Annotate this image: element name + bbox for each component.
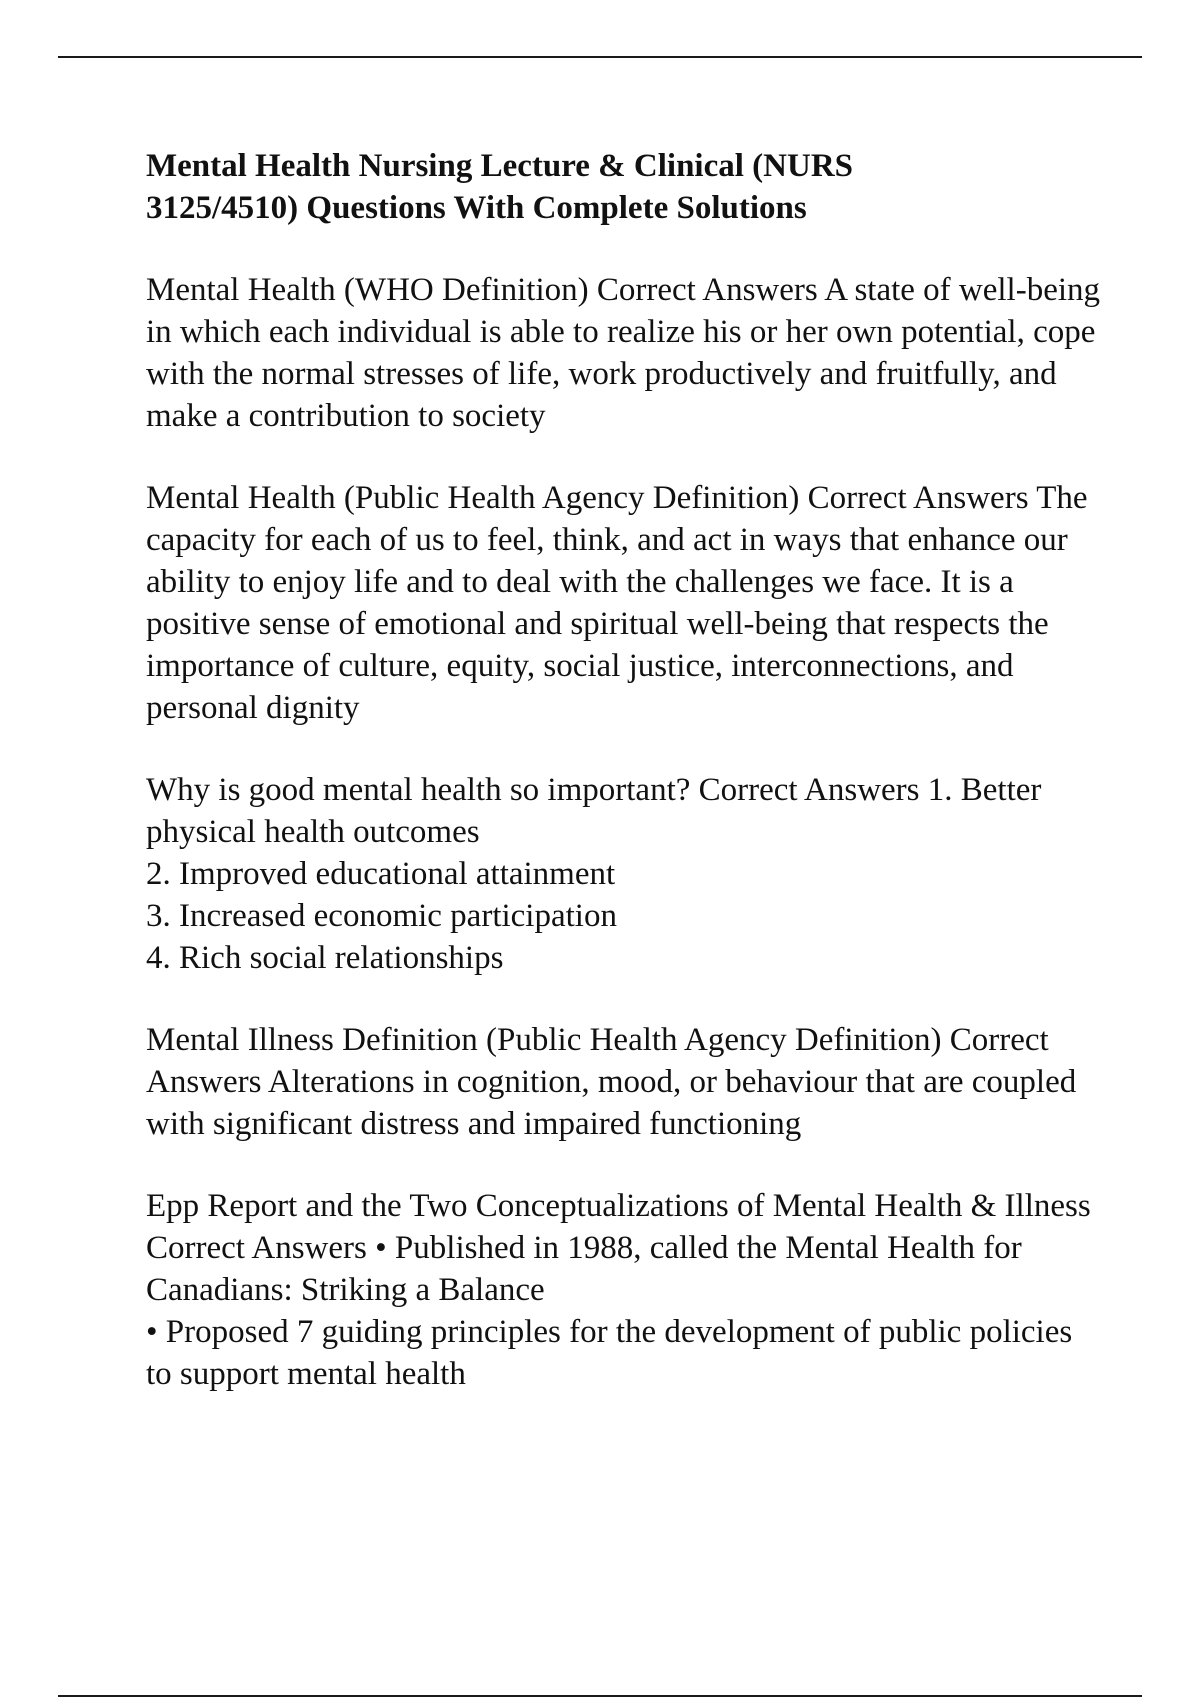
answer-list-item: 1. Better physical health outcomes <box>146 772 1042 850</box>
question-text: Mental Health (Public Health Agency Definition) <box>146 480 800 516</box>
answer-text: Alterations in cognition, mood, or behaviour that are coupled with significant distress and impaired functioning <box>146 1064 1077 1142</box>
answer-label: Correct Answers <box>146 1230 367 1266</box>
question-text: Mental Health (WHO Definition) <box>146 272 589 308</box>
answer-label: Correct Answers <box>698 772 920 808</box>
answer-list-item: 2. Improved educational attainment <box>146 856 616 892</box>
top-rule <box>58 56 1142 58</box>
answer-list-item: 3. Increased economic participation <box>146 898 617 934</box>
qa-entry-3 <box>146 769 1106 979</box>
bottom-rule <box>58 1695 1142 1697</box>
answer-text: The capacity for each of us to feel, think, and act in ways that enhance our ability to enjoy life and to deal with the challenges we face. It is a positive sense of emotional and spiritual well-being that respects the importance of culture, equity, social justice, interconnections, and personal dignity <box>146 480 1088 726</box>
question-text: Mental Illness Definition (Public Health Agency Definition) <box>146 1022 942 1058</box>
document-body <box>146 145 1106 1435</box>
qa-entry-2 <box>146 477 1106 729</box>
answer-list-item: 4. Rich social relationships <box>146 940 504 976</box>
qa-entry-5 <box>146 1185 1106 1395</box>
answer-bullet: • Published in 1988, called the Mental Health for Canadians: Striking a Balance <box>146 1230 1022 1308</box>
document-title: Mental Health Nursing Lecture & Clinical (NURS 3125/4510) Questions With Complete Solutions <box>146 148 854 226</box>
answer-bullet: • Proposed 7 guiding principles for the development of public policies to support mental health <box>146 1314 1073 1392</box>
qa-entry-4 <box>146 1019 1106 1145</box>
answer-label: Correct Answers <box>146 1022 1049 1100</box>
question-text: Epp Report and the Two Conceptualizations of Mental Health & Illness <box>146 1188 1091 1224</box>
answer-label: Correct Answers <box>807 480 1029 516</box>
qa-entry-1 <box>146 269 1106 437</box>
answer-text: A state of well-being in which each individual is able to realize his or her own potential, cope with the normal stresses of life, work productively and fruitfully, and make a contribution to society <box>146 272 1101 434</box>
question-text: Why is good mental health so important? <box>146 772 691 808</box>
answer-label: Correct Answers <box>596 272 818 308</box>
